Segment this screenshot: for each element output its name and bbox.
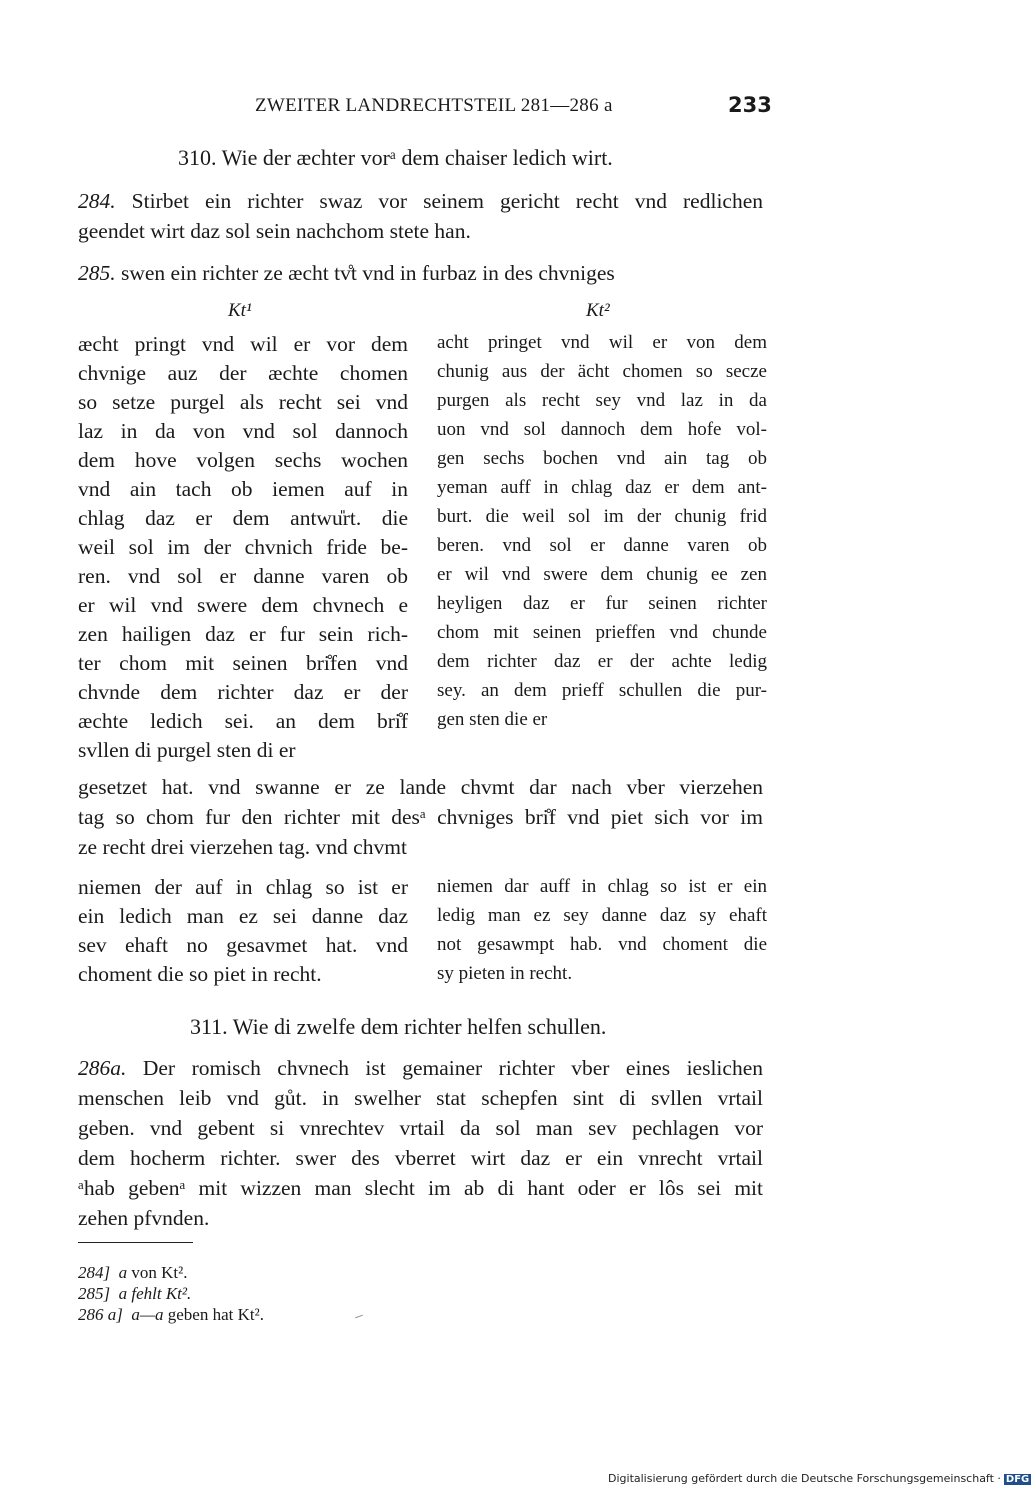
column-line: chunig aus der ächt chomen so secze — [437, 361, 767, 382]
heading-311 — [190, 1014, 606, 1040]
paragraph-286a-line: ᵃhab gebenᵃ mit wizzen man slecht im ab di hant oder er lôs sei mit — [78, 1176, 763, 1200]
column-line: burt. die weil sol im der chunig frid — [437, 506, 767, 527]
column-line: chlag daz er dem antwu̎rt. die — [78, 506, 408, 530]
paragraph-284-number: 284. — [78, 189, 116, 213]
column-line: not gesawmpt hab. vnd choment die — [437, 934, 767, 955]
shared-text-block — [78, 772, 763, 862]
column-line: ren. vnd sol er danne varen ob — [78, 564, 408, 588]
column-kt1-text — [78, 330, 408, 765]
paragraph-284-line: 284. Stirbet ein richter swaz vor seinem gericht recht vnd redlichen — [78, 189, 763, 213]
column-line: æcht pringt vnd wil er vor dem — [78, 332, 408, 356]
dfg-logo: DFG — [1005, 1474, 1030, 1485]
footnote-mark: a—a — [131, 1305, 164, 1324]
stray-pen-mark — [355, 1315, 363, 1319]
column-kt2-continuation — [437, 872, 767, 988]
column-line: purgen als recht sey vnd laz in da — [437, 390, 767, 411]
footnote-ref: 284] — [78, 1263, 111, 1282]
footnote-mark: a — [118, 1263, 128, 1282]
heading-310-text: Wie der æchter vorᵃ dem chaiser ledich wirt. — [221, 145, 613, 170]
column-line: ledig man ez sey danne daz sy ehaft — [437, 905, 767, 926]
column-line: niemen dar auff in chlag so ist er ein — [437, 876, 767, 897]
column-line: sy pieten in recht. — [437, 963, 573, 984]
column-line: dem hove volgen sechs wochen — [78, 448, 408, 472]
column-line: ein ledich man ez sei danne daz — [78, 904, 408, 928]
column-line: er wil vnd swere dem chvnech e — [78, 593, 408, 617]
footnote-text: fehlt Kt². — [131, 1284, 192, 1303]
paragraph-285-line: 285. swen ein richter ze æcht tv̊t vnd in furbaz in des chvniges — [78, 261, 615, 285]
column-line: heyligen daz er fur seinen richter — [437, 593, 767, 614]
footnote-text: geben hat Kt². — [167, 1305, 264, 1324]
heading-310-number: 310. — [178, 145, 217, 170]
heading-311-text: Wie di zwelfe dem richter helfen schullen. — [232, 1014, 607, 1039]
column-line: so setze purgel als recht sei vnd — [78, 390, 408, 414]
paragraph-286a-line: dem hocherm richter. swer des vberret wirt daz er ein vnrecht vrtail — [78, 1146, 763, 1170]
paragraph-286a-line: menschen leib vnd gůt. in swelher stat schepfen sint di svllen vrtail — [78, 1086, 763, 1110]
column-line: dem richter daz er der achte ledig — [437, 651, 767, 672]
column-line: sey. an dem prieff schullen die pur- — [437, 680, 767, 701]
paragraph-286a-number: 286a. — [78, 1056, 127, 1080]
column-line: gen sten die er — [437, 709, 548, 730]
column-line: sev ehaft no gesavmet hat. vnd — [78, 933, 408, 957]
shared-line: ze recht drei vierzehen tag. vnd chvmt — [78, 835, 407, 859]
paragraph-286a-line: geben. vnd gebent si vnrechtev vrtail da sol man sev pechlagen vor — [78, 1116, 763, 1140]
running-title: ZWEITER LANDRECHTSTEIL 281—286 a — [255, 95, 613, 116]
footnote — [78, 1263, 187, 1283]
column-head-kt2: Kt² — [586, 300, 610, 321]
column-line: er wil vnd swere dem chunig ee zen — [437, 564, 767, 585]
paragraph-285 — [78, 258, 763, 288]
column-line: acht pringet vnd wil er von dem — [437, 332, 767, 353]
column-head-kt1: Kt¹ — [228, 300, 252, 321]
heading-310 — [178, 145, 613, 171]
column-line: chvnde dem richter daz er der — [78, 680, 408, 704]
paragraph-285-number: 285. — [78, 261, 116, 285]
footnote-ref: 286 a] — [78, 1305, 123, 1324]
shared-line: gesetzet hat. vnd swanne er ze lande chvmt dar nach vber vierzehen — [78, 775, 763, 799]
column-line: svllen di purgel sten di er — [78, 738, 296, 762]
column-line: gen sechs bochen vnd ain tag ob — [437, 448, 767, 469]
footnote — [78, 1305, 264, 1325]
paragraph-286a-line: 286a. Der romisch chvnech ist gemainer richter vber eines ieslichen — [78, 1056, 763, 1080]
column-line: zen hailigen daz er fur sein rich- — [78, 622, 408, 646]
column-line: chvnige auz der æchte chomen — [78, 361, 408, 385]
column-line: weil sol im der chvnich fride be- — [78, 535, 408, 559]
column-line: laz in da von vnd sol dannoch — [78, 419, 408, 443]
column-line: yeman auff in chlag daz er dem ant- — [437, 477, 767, 498]
column-line: niemen der auf in chlag so ist er — [78, 875, 408, 899]
column-line: chom mit seinen prieffen vnd chunde — [437, 622, 767, 643]
footnote-text: von Kt². — [131, 1263, 188, 1282]
digitization-credit — [608, 1472, 1031, 1485]
credit-text: Digitalisierung gefördert durch die Deutsche Forschungsgemeinschaft · — [608, 1472, 1001, 1485]
footnote — [78, 1284, 191, 1304]
paragraph-286a-line: zehen pfvnden. — [78, 1206, 210, 1230]
paragraph-286a — [78, 1053, 763, 1233]
paragraph-284-line: geendet wirt daz sol sein nachchom stete han. — [78, 219, 471, 243]
shared-line: tag so chom fur den richter mit desᵃ chvniges bri̊f vnd piet sich vor im — [78, 805, 763, 829]
paragraph-284 — [78, 186, 763, 246]
column-line: vnd ain tach ob iemen auf in — [78, 477, 408, 501]
footnote-divider — [78, 1242, 193, 1243]
page-number: 233 — [728, 93, 772, 117]
column-line: beren. vnd sol er danne varen ob — [437, 535, 767, 556]
column-line: æchte ledich sei. an dem bri̊f — [78, 709, 408, 733]
footnote-ref: 285] — [78, 1284, 111, 1303]
column-kt1-continuation — [78, 873, 408, 989]
column-line: uon vnd sol dannoch dem hofe vol- — [437, 419, 767, 440]
heading-311-number: 311. — [190, 1014, 228, 1039]
column-line: ter chom mit seinen bri̊fen vnd — [78, 651, 408, 675]
column-line: choment die so piet in recht. — [78, 962, 322, 986]
column-kt2-text — [437, 328, 767, 734]
footnote-mark: a — [118, 1284, 128, 1303]
